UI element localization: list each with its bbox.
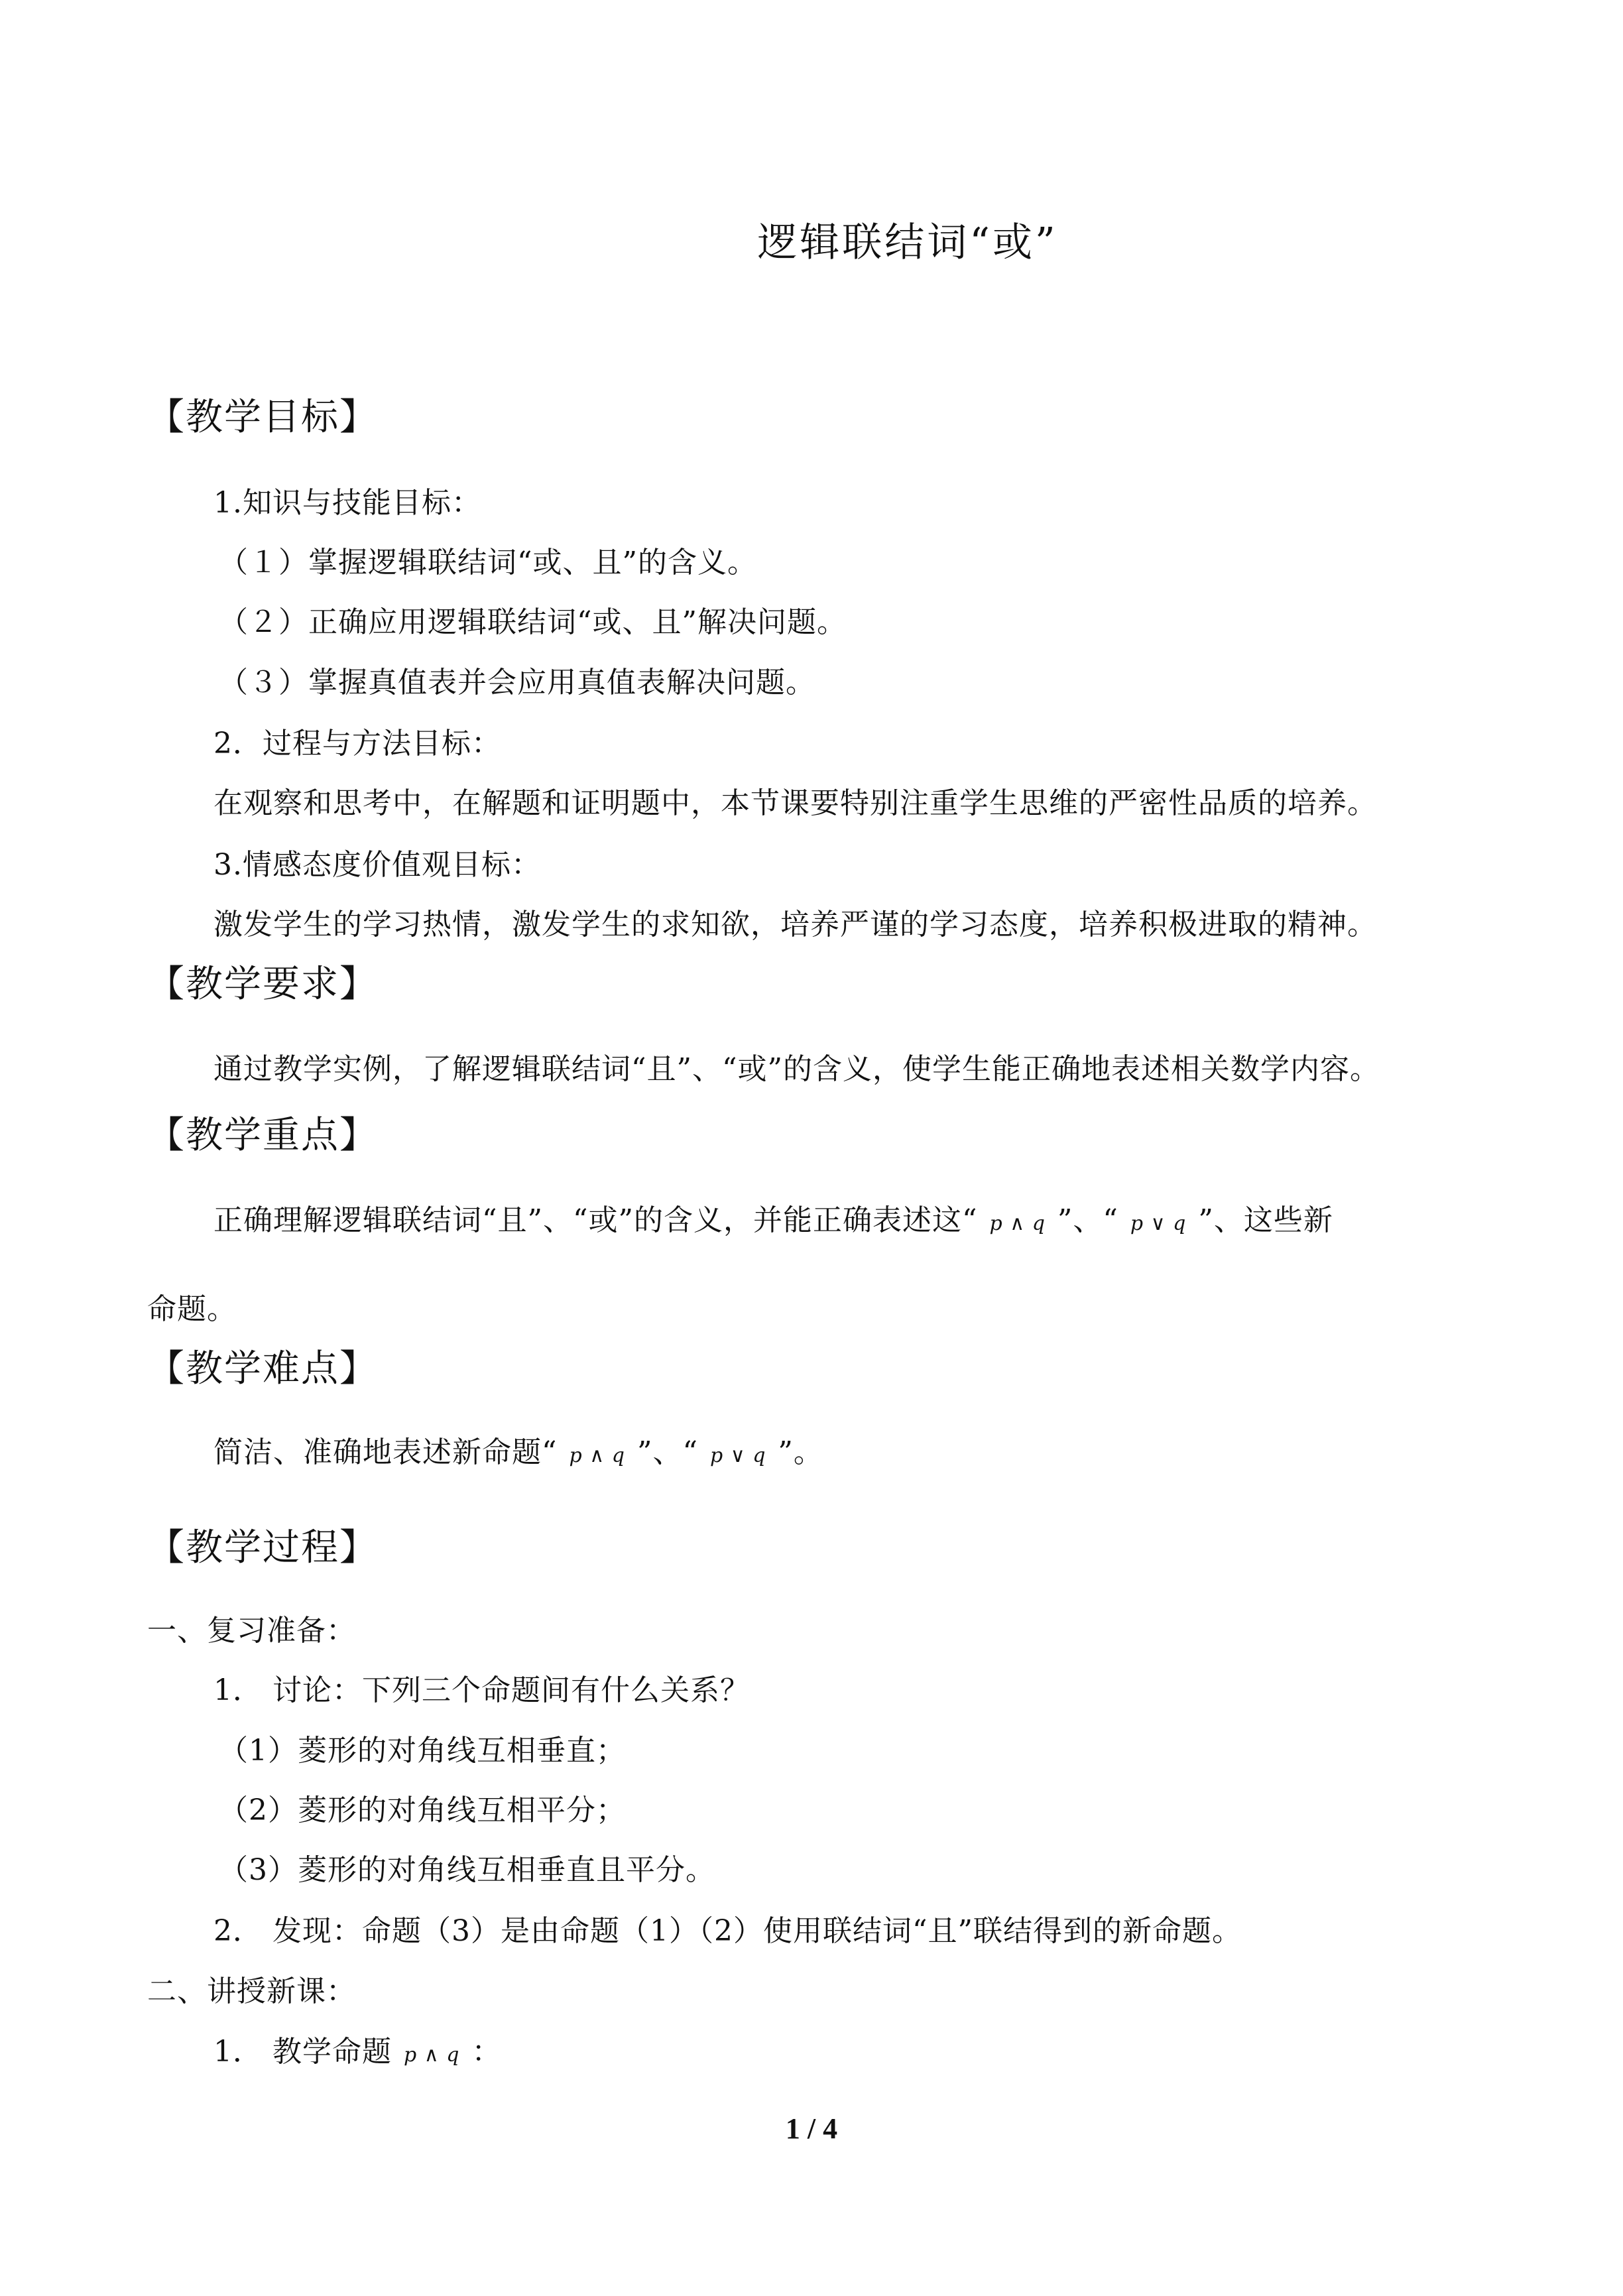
- math-p-and-q: p ∧ q: [989, 1212, 1046, 1235]
- heading-key-points: 【教学重点】: [147, 1114, 378, 1157]
- objective-3-title: 3.情感态度价值观目标：: [213, 848, 541, 882]
- key-points-text-a: 正确理解逻辑联结词“且”、“或”的含义，并能正确表述这“: [213, 1203, 978, 1237]
- difficulties-line: [213, 1428, 823, 1471]
- objective-2-title: 2．过程与方法目标：: [213, 727, 501, 760]
- objective-1-sub-1: （１）掌握逻辑联结词“或、且”的含义。: [219, 546, 757, 579]
- process-part-2-item-1: [213, 2027, 501, 2070]
- document-title: 逻辑联结词“或”: [757, 219, 1058, 266]
- math-p-and-q: p ∧ q: [403, 2043, 460, 2067]
- process-part-1-sub-3: （3）菱形的对角线互相垂直且平分。: [219, 1853, 715, 1887]
- key-points-line-1: [213, 1196, 1333, 1239]
- process-part-1-sub-1: （1）菱形的对角线互相垂直；: [219, 1734, 626, 1768]
- heading-process: 【教学过程】: [147, 1526, 378, 1569]
- objective-1-sub-2: （２）正确应用逻辑联结词“或、且”解决问题。: [219, 605, 847, 639]
- process-part-2-item-1-text: 1． 教学命题: [213, 2035, 392, 2069]
- math-p-or-q: p ∨ q: [1130, 1212, 1187, 1235]
- objective-1-title: 1.知识与技能目标：: [213, 486, 481, 520]
- heading-objectives: 【教学目标】: [147, 396, 378, 439]
- objective-3-text: 激发学生的学习热情，激发学生的求知欲，培养严谨的学习态度，培养积极进取的精神。: [213, 908, 1377, 941]
- key-points-text-b: ”、“: [1057, 1203, 1118, 1237]
- heading-requirements: 【教学要求】: [147, 963, 378, 1006]
- key-points-line-2: 命题。: [147, 1292, 237, 1326]
- math-p-and-q: p ∧ q: [569, 1444, 625, 1467]
- difficulties-text-c: ”。: [778, 1435, 823, 1469]
- requirements-text: 通过教学实例，了解逻辑联结词“且”、“或”的含义，使学生能正确地表述相关数学内容。: [213, 1052, 1380, 1086]
- difficulties-text-a: 简洁、准确地表述新命题“: [213, 1435, 558, 1469]
- process-part-2-item-1-end: ：: [471, 2035, 502, 2069]
- objective-2-text: 在观察和思考中，在解题和证明题中，本节课要特别注重学生思维的严密性品质的培养。: [213, 786, 1377, 820]
- heading-difficulties: 【教学难点】: [147, 1347, 378, 1390]
- process-part-1-item-2: 2． 发现：命题（3）是由命题（1）（2）使用联结词“且”联结得到的新命题。: [213, 1914, 1242, 1948]
- page-number: 1 / 4: [785, 2112, 838, 2145]
- process-part-1-sub-2: （2）菱形的对角线互相平分；: [219, 1793, 626, 1827]
- difficulties-text-b: ”、“: [636, 1435, 698, 1469]
- process-part-1-item-1: 1． 讨论：下列三个命题间有什么关系？: [213, 1673, 750, 1707]
- process-part-2-title: 二、讲授新课：: [147, 1974, 356, 2008]
- math-p-or-q: p ∨ q: [709, 1444, 766, 1467]
- objective-1-sub-3: （３）掌握真值表并会应用真值表解决问题。: [219, 666, 815, 699]
- key-points-text-c: ”、这些新: [1198, 1203, 1333, 1237]
- process-part-1-title: 一、复习准备：: [147, 1614, 356, 1648]
